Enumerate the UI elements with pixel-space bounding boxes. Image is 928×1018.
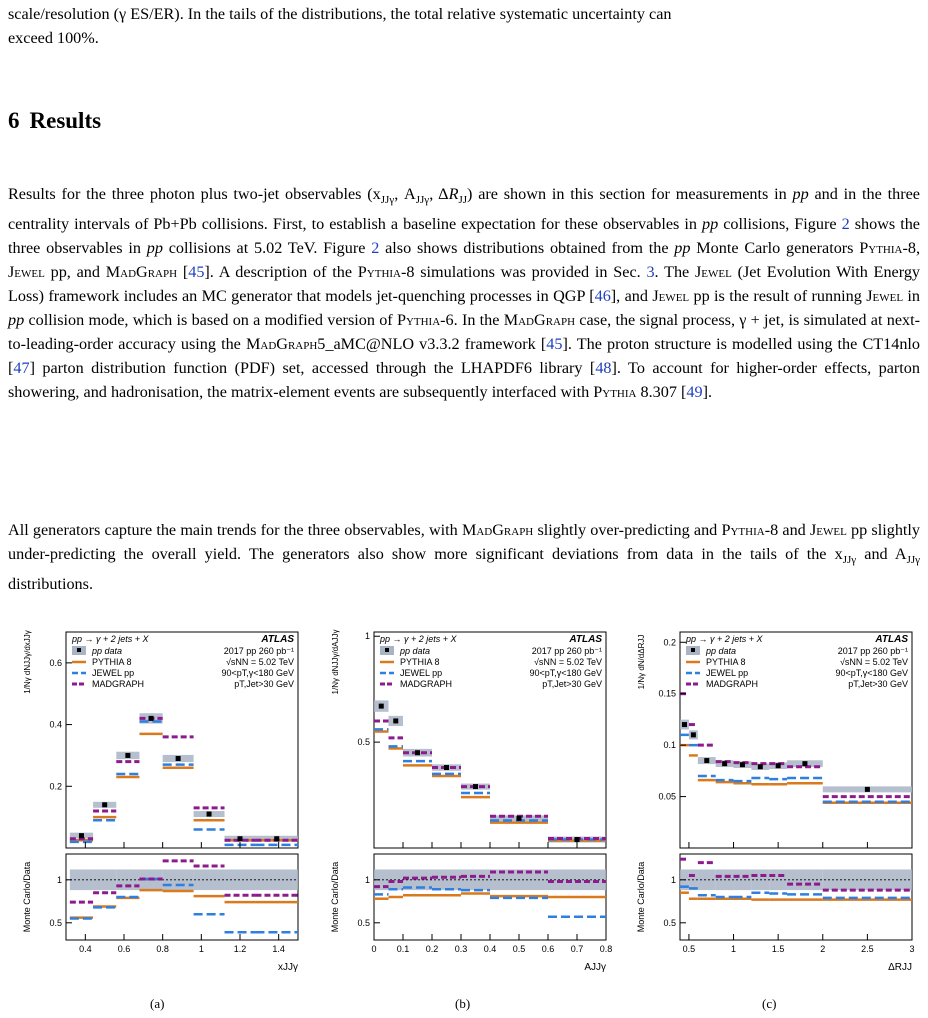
text: . The: [654, 263, 695, 282]
x-tick-label: 0.4: [483, 944, 497, 954]
pythia-text: Pythia: [593, 383, 637, 402]
ratio-axis-title: Monte Carlo/Data: [636, 861, 646, 933]
data-point: [149, 716, 154, 721]
y-axis-title: 1/Nγ dNJJγ/dAJJγ: [331, 629, 340, 695]
x-axis-title: AJJγ: [584, 962, 606, 973]
x-tick-label: 0: [371, 944, 377, 954]
energy-label: √sNN = 5.02 TeV: [533, 657, 602, 667]
data-point: [575, 837, 580, 842]
ratio-syst-band: [93, 869, 116, 890]
intro-paragraph: [8, 2, 920, 50]
ratio-y-tick-label: 1: [670, 874, 676, 885]
jewel-text: Jewel: [695, 263, 732, 282]
data-point: [691, 732, 696, 737]
section-title: Results: [29, 108, 102, 133]
pt-jet-label: pT,Jet>30 GeV: [848, 679, 908, 689]
madgraph-text: MadGraph: [503, 311, 576, 330]
ratio-y-tick-label: 0.5: [663, 917, 676, 928]
text: case, the signal process, γ + jet, is simulated at next-to-leading-order accuracy using the: [8, 311, 920, 354]
y-tick-label: 0.2: [663, 637, 676, 648]
text: -6. In the: [440, 311, 504, 330]
ratio-frame: [66, 854, 298, 940]
x-tick-label: 3: [909, 944, 915, 954]
text: pp is the result of running: [689, 287, 867, 306]
legend-jewel-label: JEWEL pp: [92, 668, 135, 678]
caption-c: (c): [762, 996, 777, 1011]
lumi-label: 2017 pp 260 pb⁻¹: [837, 646, 908, 656]
text: ]. A description of the: [204, 263, 358, 282]
caption-a: (a): [150, 996, 165, 1011]
energy-label: √sNN = 5.02 TeV: [225, 657, 294, 667]
atlas-label: ATLAS: [261, 634, 294, 645]
pythia-text: Pythia: [357, 263, 401, 282]
legend-data-label: pp data: [92, 646, 123, 656]
data-point: [207, 812, 212, 817]
text: in: [903, 287, 920, 306]
text: pp slightly under-predicting the overall yield. The generators also show more significant deviations from data in the tails of the x: [8, 521, 920, 563]
legend-madgraph-label: MADGRAPH: [92, 679, 145, 689]
legend-process: pp → γ + 2 jets + X: [686, 634, 763, 644]
pt-jet-label: pT,Jet>30 GeV: [234, 679, 294, 689]
x-tick-label: 0.6: [541, 944, 555, 954]
text: -8 and: [764, 521, 810, 539]
text: _aMC@NLO v3.3.2 framework [: [325, 335, 547, 354]
citation-link[interactable]: 46: [594, 287, 611, 306]
ratio-axis-title: Monte Carlo/Data: [330, 861, 340, 933]
text: Monte Carlo generators: [690, 239, 860, 258]
pt-gamma-label: 90<pT,γ<180 GeV: [529, 668, 602, 678]
data-point: [379, 704, 384, 709]
pp-text: pp: [8, 311, 25, 330]
y-tick-label: 0.5: [357, 737, 370, 748]
ratio-syst-band: [70, 869, 93, 890]
text: shows the three observables in: [8, 215, 920, 258]
figure-link[interactable]: 2: [371, 239, 380, 258]
data-point: [776, 763, 781, 768]
x-tick-label: 0.5: [512, 944, 526, 954]
data-point: [102, 802, 107, 807]
x-axis-title: ΔRJJ: [888, 962, 912, 973]
y-tick-label: 0.2: [49, 781, 62, 792]
pt-gamma-label: 90<pT,γ<180 GeV: [221, 668, 294, 678]
caption-b: (b): [455, 996, 471, 1011]
section-link[interactable]: 3: [646, 263, 655, 282]
lumi-label: 2017 pp 260 pb⁻¹: [223, 646, 294, 656]
atlas-label: ATLAS: [569, 634, 602, 645]
x-tick-label: 0.4: [79, 944, 92, 954]
figure-panel-b: [314, 622, 614, 992]
x-tick-label: 0.5: [682, 944, 696, 954]
citation-link[interactable]: 48: [595, 359, 612, 378]
citation-link[interactable]: 49: [686, 383, 703, 402]
madgraph5-text: MadGraph5: [245, 335, 326, 354]
pp-text: pp: [674, 239, 691, 258]
figure-link[interactable]: 2: [841, 215, 850, 234]
jewel-text: Jewel: [652, 287, 690, 306]
x-tick-label: 0.6: [117, 944, 131, 954]
x-tick-label: 1.2: [233, 944, 247, 954]
text: , A: [394, 185, 416, 203]
text: also shows distributions obtained from the: [379, 239, 675, 258]
pt-gamma-label: 90<pT,γ<180 GeV: [835, 668, 908, 678]
legend-pythia-label: PYTHIA 8: [92, 657, 132, 667]
text: collision mode, which is based on a modified version of: [24, 311, 397, 330]
x-tick-label: 1: [198, 944, 204, 954]
legend-data-label: pp data: [400, 646, 431, 656]
y-axis-title: 1/Nγ dN/dΔRJJ: [637, 634, 646, 690]
ratio-y-tick-label: 1: [56, 874, 62, 885]
jewel-text: Jewel: [866, 287, 904, 306]
legend-jewel-label: JEWEL pp: [400, 668, 443, 678]
pythia-text: Pythia: [721, 521, 765, 539]
data-point: [802, 761, 807, 766]
data-point: [444, 765, 449, 770]
x-tick-label: 2.5: [861, 944, 874, 954]
x-tick-label: 0.8: [156, 944, 169, 954]
x-tick-label: 0.1: [396, 944, 410, 954]
x-tick-label: 0.7: [570, 944, 584, 954]
data-point: [393, 718, 398, 723]
legend-pythia-label: PYTHIA 8: [706, 657, 746, 667]
data-point: [704, 758, 709, 763]
y-tick-label: 0.1: [663, 740, 676, 751]
legend-data-marker: [385, 648, 389, 652]
data-point: [415, 750, 420, 755]
text: and A: [856, 545, 907, 563]
legend-pythia-label: PYTHIA 8: [400, 657, 440, 667]
text: collisions at 5.02 TeV. Figure: [162, 239, 372, 258]
section-number: 6: [8, 108, 20, 133]
results-paragraph-1: Results for the three photon plus two-jet observables ($x_{JJ\gamma}$, $A_{JJ\gamma}$, $\Delta R_{JJ}$) are shown in this section for measurements in pp and in the three centrality intervals of Pb+Pb collisions. First, to establish a baseline expectation for these observables in pp collisions, Figure 2 shows the three observables in pp collisions at 5.02 TeV. Figure 2 also shows distributions obtained from the pp Monte Carlo generators Pythia-8, Jewel pp, and MadGraph [45]. A description of the Pythia-8 simulations was provided in Sec. 3. The Jewel (Jet Evolution With Energy Loss) framework includes an MC generator that models jet-quenching processes in QGP [46], and Jewel pp is the result of running Jewel in pp collision mode, which is based on a modified version of Pythia-6. In the MadGraph case, the signal process, γ + jet, is simulated at next-to-leading-order accuracy using the MadGraph5_aMC@NLO v3.3.2 framework [45]. The proton structure is modelled using the CT14nlo [47] parton distribution function (PDF) set, accessed through the LHAPDF6 library [48]. To account for higher-order effects, parton showering, and hadronisation, the matrix-element events are subsequently interfaced with Pythia 8.307 [49].: [8, 185, 921, 402]
text: ]. To account for higher-order effects, parton showering, and hadronisation, the matrix-element events are subsequently interfaced with: [8, 359, 920, 402]
citation-link[interactable]: 47: [13, 359, 30, 378]
ratio-axis-title: Monte Carlo/Data: [22, 861, 32, 933]
text: All generators capture the main trends for the three observables, with: [8, 521, 462, 539]
y-tick-label: 0.4: [49, 719, 62, 730]
chart-b: [314, 622, 614, 992]
ratio-y-tick-label: 0.5: [49, 917, 62, 928]
section-heading: [8, 108, 101, 134]
intro-line-1: scale/resolution (γ ES/ER). In the tails of the distributions, the total relative systematic uncertainty can: [8, 5, 672, 23]
legend-madgraph-label: MADGRAPH: [400, 679, 453, 689]
y-tick-label: 1: [364, 631, 370, 642]
jewel-text: Jewel: [809, 521, 847, 539]
pt-jet-label: pT,Jet>30 GeV: [542, 679, 602, 689]
results-paragraph-2: All generators capture the main trends for the three observables, with MadGraph slightly over-predicting and Pythia-8 and Jewel pp slightly under-predicting the overall yield. The generators also show more significant deviations from data in the tails of the $x_{JJ\gamma}$ and $A_{JJ\gamma}$ distributions.: [8, 521, 920, 594]
intro-line-2: exceed 100%.: [8, 29, 99, 47]
x-tick-label: 0.8: [599, 944, 613, 954]
text: ].: [702, 383, 713, 402]
x-tick-label: 1.4: [272, 944, 285, 954]
text: -8,: [902, 239, 921, 258]
text: , Δ: [429, 185, 449, 203]
data-point: [740, 762, 745, 767]
text: Results for the three photon plus two-jet observables (x: [8, 185, 381, 203]
x-tick-label: 0.2: [425, 944, 439, 954]
data-point: [865, 787, 870, 792]
x-tick-label: 1: [731, 944, 737, 954]
ratio-y-tick-label: 0.5: [357, 917, 370, 928]
text: collisions, Figure: [718, 215, 842, 234]
text: distributions.: [8, 575, 93, 594]
madgraph-text: MadGraph: [461, 521, 534, 539]
figure-panel-c: [620, 622, 920, 992]
energy-label: √sNN = 5.02 TeV: [839, 657, 908, 667]
ratio-y-tick-label: 1: [364, 874, 370, 885]
text: ], and: [610, 287, 653, 306]
jewel-text: Jewel: [8, 263, 45, 282]
text: -8 simulations was provided in Sec.: [401, 263, 647, 282]
data-point: [722, 761, 727, 766]
citation-link[interactable]: 45: [188, 263, 205, 282]
legend-process: pp → γ + 2 jets + X: [72, 634, 149, 644]
y-tick-label: 0.6: [49, 657, 62, 668]
legend-data-marker: [691, 648, 695, 652]
pythia-text: Pythia: [859, 239, 903, 258]
pp-text: pp: [792, 185, 809, 203]
chart-c: [620, 622, 920, 992]
x-axis-title: xJJγ: [278, 962, 298, 973]
data-point: [176, 756, 181, 761]
data-point: [274, 836, 279, 841]
y-tick-label: 0.15: [658, 688, 676, 699]
text: ] parton distribution function (PDF) set, accessed through the LHAPDF6 library [: [29, 359, 596, 378]
text: pp, and: [44, 263, 106, 282]
data-point: [238, 836, 243, 841]
text: slightly over-predicting and: [533, 521, 722, 539]
legend-jewel-label: JEWEL pp: [706, 668, 749, 678]
text: and in the three centrality intervals of Pb+Pb collisions. First, to establish a baseline expectation for these observables in: [8, 185, 920, 234]
madgraph-text: MadGraph: [105, 263, 178, 282]
text: ]. The proton structure is modelled using the CT14nlo [: [8, 335, 921, 378]
data-point: [125, 753, 130, 758]
x-tick-label: 2: [820, 944, 826, 954]
x-tick-label: 0.3: [454, 944, 468, 954]
data-point: [682, 722, 687, 727]
y-axis-title: 1/Nγ dNJJγ/dxJJγ: [23, 630, 32, 694]
text: (Jet Evolution With Energy Loss) framework includes an MC generator that models jet-quenching processes in QGP [: [8, 263, 921, 306]
x-tick-label: 1.5: [771, 944, 785, 954]
text: 8.307 [: [636, 383, 687, 402]
chart-a: [6, 622, 306, 992]
data-point: [79, 833, 84, 838]
pp-text: pp: [701, 215, 719, 234]
figure-panel-a: [6, 622, 306, 992]
data-point: [758, 764, 763, 769]
data-point: [473, 784, 478, 789]
text: ) are shown in this section for measurements in: [467, 185, 793, 203]
pp-text: pp: [146, 239, 163, 258]
legend-data-label: pp data: [706, 646, 737, 656]
ratio-syst-band: [548, 869, 606, 890]
lumi-label: 2017 pp 260 pb⁻¹: [531, 646, 602, 656]
data-point: [517, 816, 522, 821]
legend-data-marker: [77, 648, 81, 652]
legend-madgraph-label: MADGRAPH: [706, 679, 759, 689]
pythia-text: Pythia: [396, 311, 441, 330]
citation-link[interactable]: 45: [546, 335, 563, 354]
y-tick-label: 0.05: [658, 791, 676, 802]
atlas-label: ATLAS: [875, 634, 908, 645]
legend-process: pp → γ + 2 jets + X: [380, 634, 457, 644]
